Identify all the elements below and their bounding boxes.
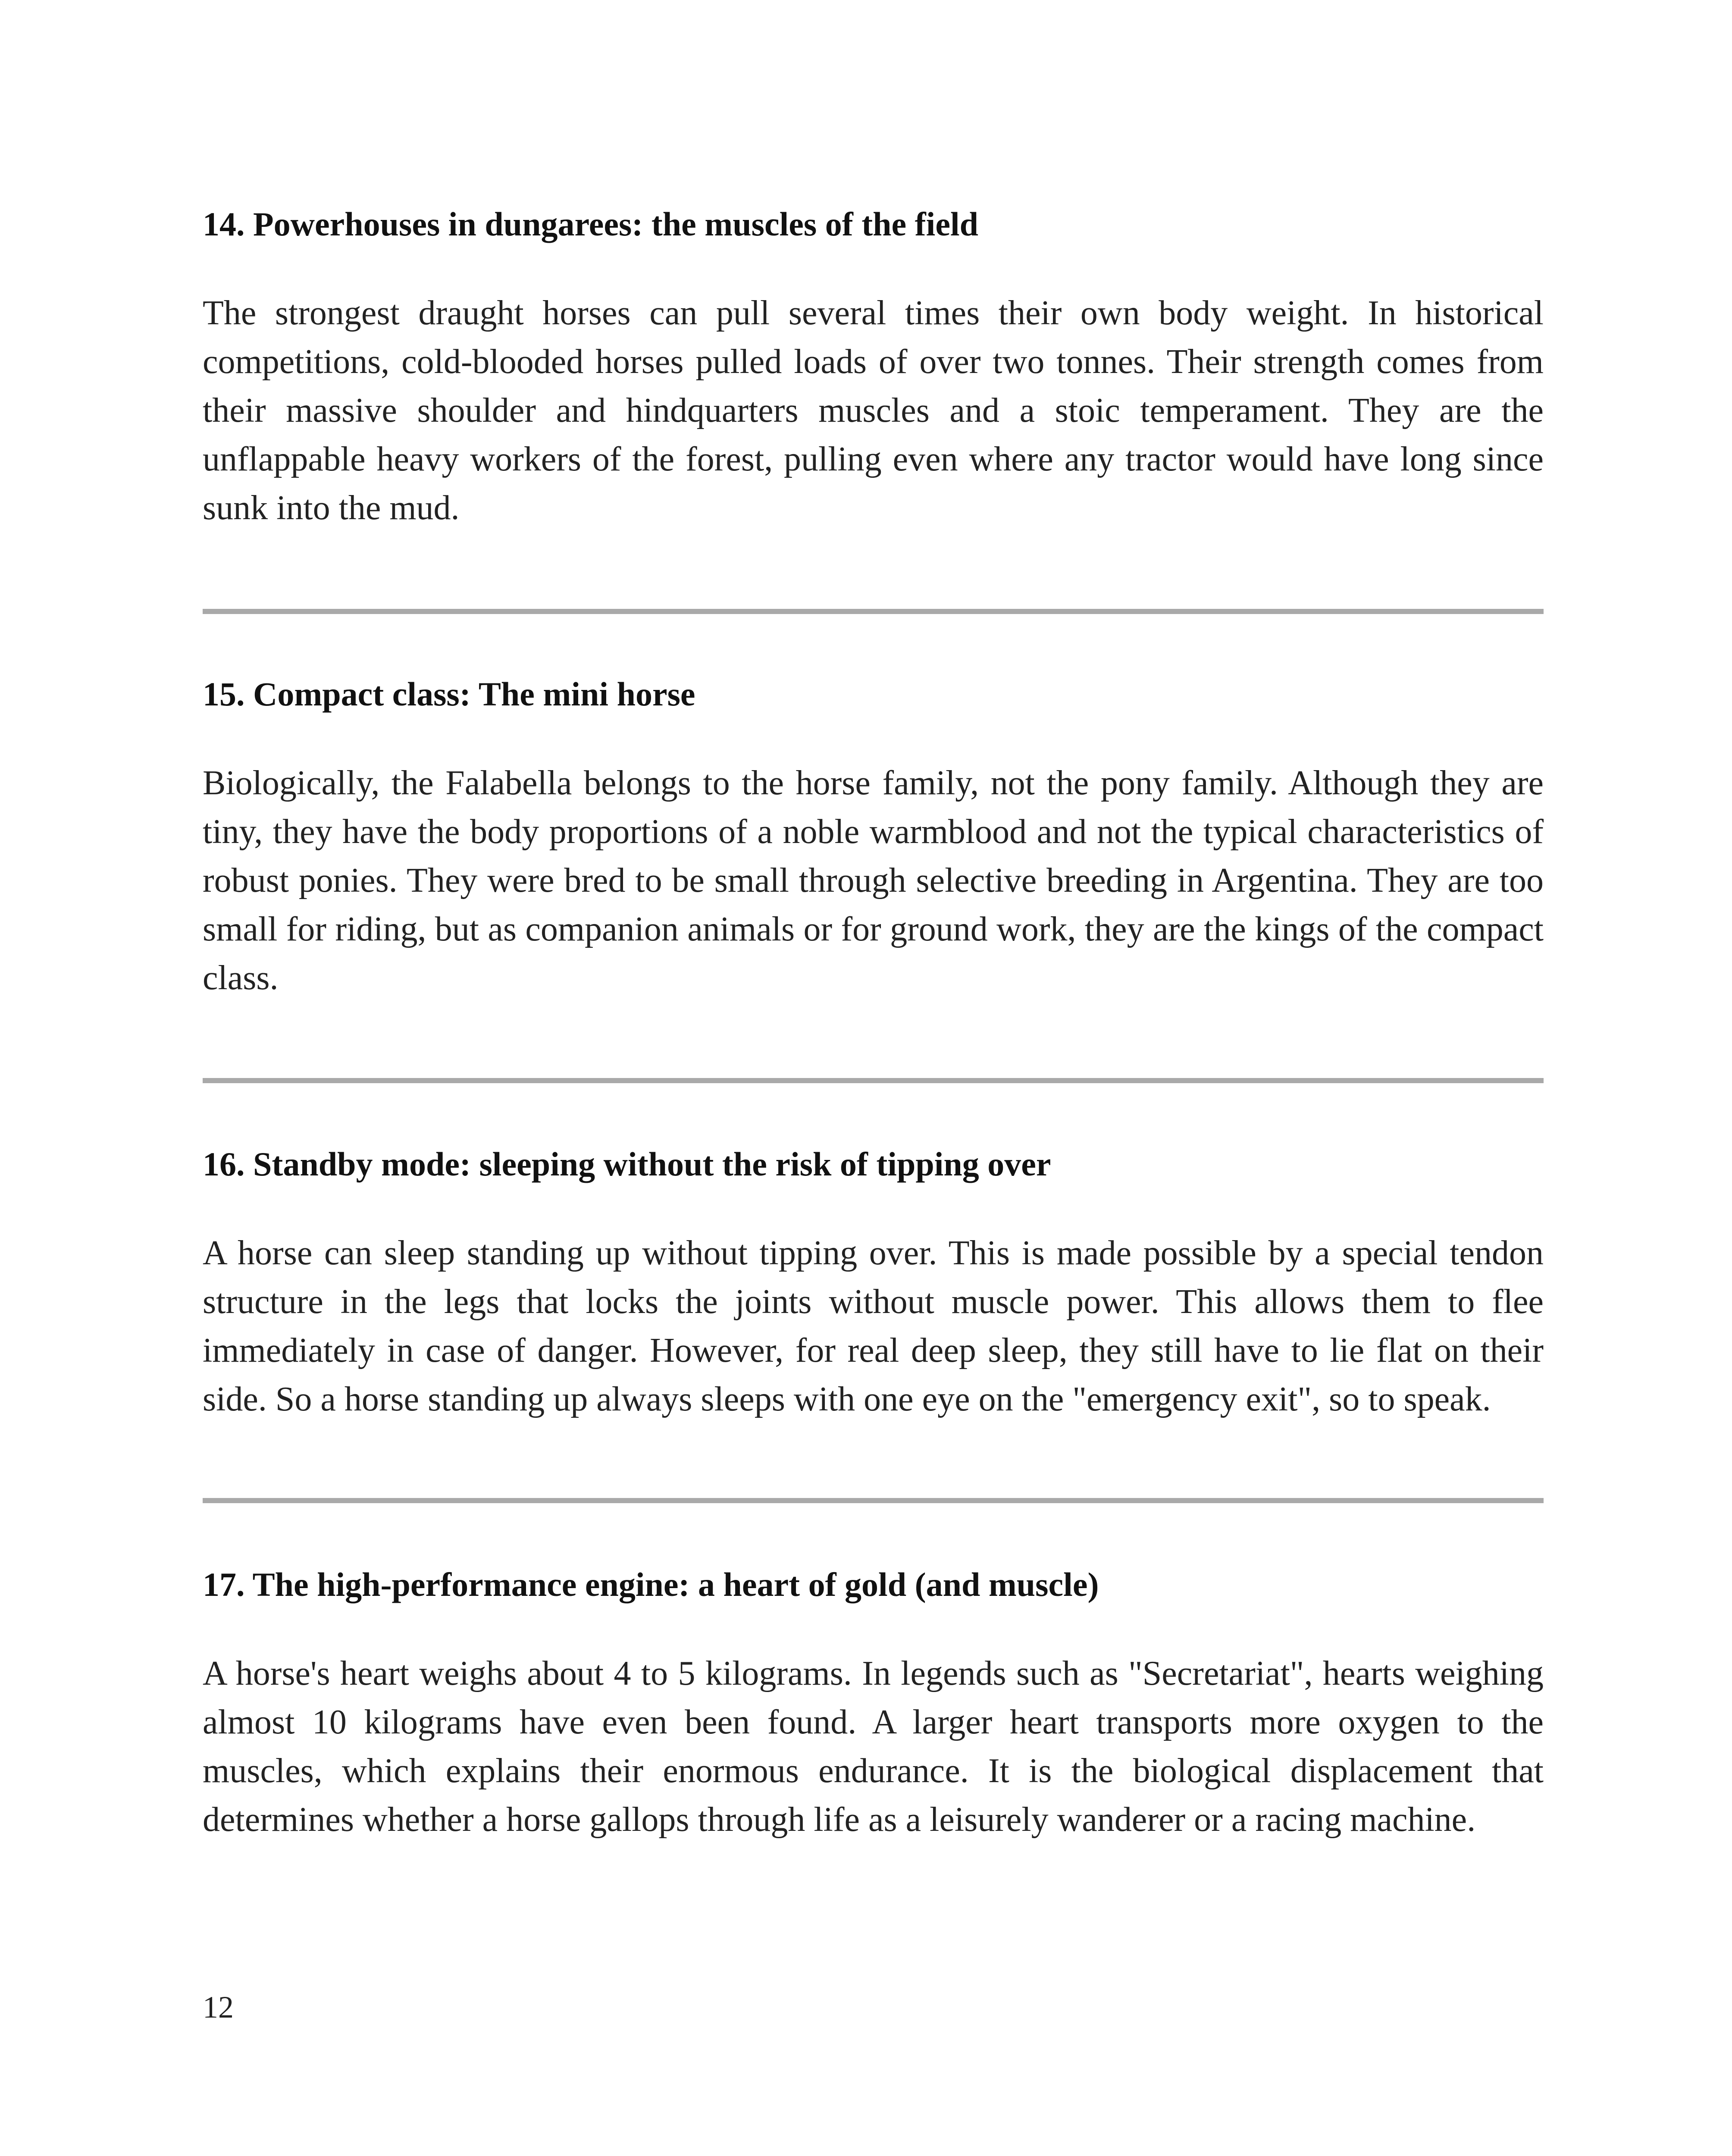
section-14 (203, 203, 1544, 533)
section-paragraph: The strongest draught horses can pull several times their own body weight. In historical competitions, cold-blooded horses pulled loads of over two tonnes. Their strength comes from their massive shoulder and hindquarters muscles and a stoic temperament. They are the unflappable heavy workers of the forest, pulling even where any tractor would have long since sunk into the mud. (203, 294, 1544, 527)
section-heading: 15. Compact class: The mini horse (203, 675, 695, 713)
section-paragraph: A horse's heart weighs about 4 to 5 kilograms. In legends such as "Secretariat", hearts weighing almost 10 kilograms have even been found. A larger heart transports more oxygen to the muscles, which explains their enormous endurance. It is the biological displacement that determines whether a horse gallops through life as a leisurely wanderer or a racing machine. (203, 1655, 1544, 1839)
section-divider (203, 1498, 1544, 1503)
section-heading: 17. The high-performance engine: a heart of gold (and muscle) (203, 1566, 1099, 1603)
section-17 (203, 1563, 1544, 1844)
section-paragraph: A horse can sleep standing up without tipping over. This is made possible by a special tendon structure in the legs that locks the joints without muscle power. This allows them to flee immediately in case of danger. However, for real deep sleep, they still have to lie flat on their side. So a horse standing up always sleeps with one eye on the "emergency exit", so to speak. (203, 1234, 1544, 1418)
section-heading: 14. Powerhouses in dungarees: the muscles of the field (203, 205, 978, 243)
page-number: 12 (203, 1990, 234, 2024)
document-page (203, 0, 1544, 2156)
section-paragraph: Biologically, the Falabella belongs to the horse family, not the pony family. Although they are tiny, they have the body proportions of a noble warmblood and not the typical characteristics of robust ponies. They were bred to be small through selective breeding in Argentina. They are too small for riding, but as companion animals or for ground work, they are the kings of the compact class. (203, 764, 1544, 997)
section-15 (203, 673, 1544, 1003)
section-divider (203, 609, 1544, 614)
section-16 (203, 1143, 1544, 1424)
section-divider (203, 1078, 1544, 1083)
section-heading: 16. Standby mode: sleeping without the risk of tipping over (203, 1145, 1051, 1183)
